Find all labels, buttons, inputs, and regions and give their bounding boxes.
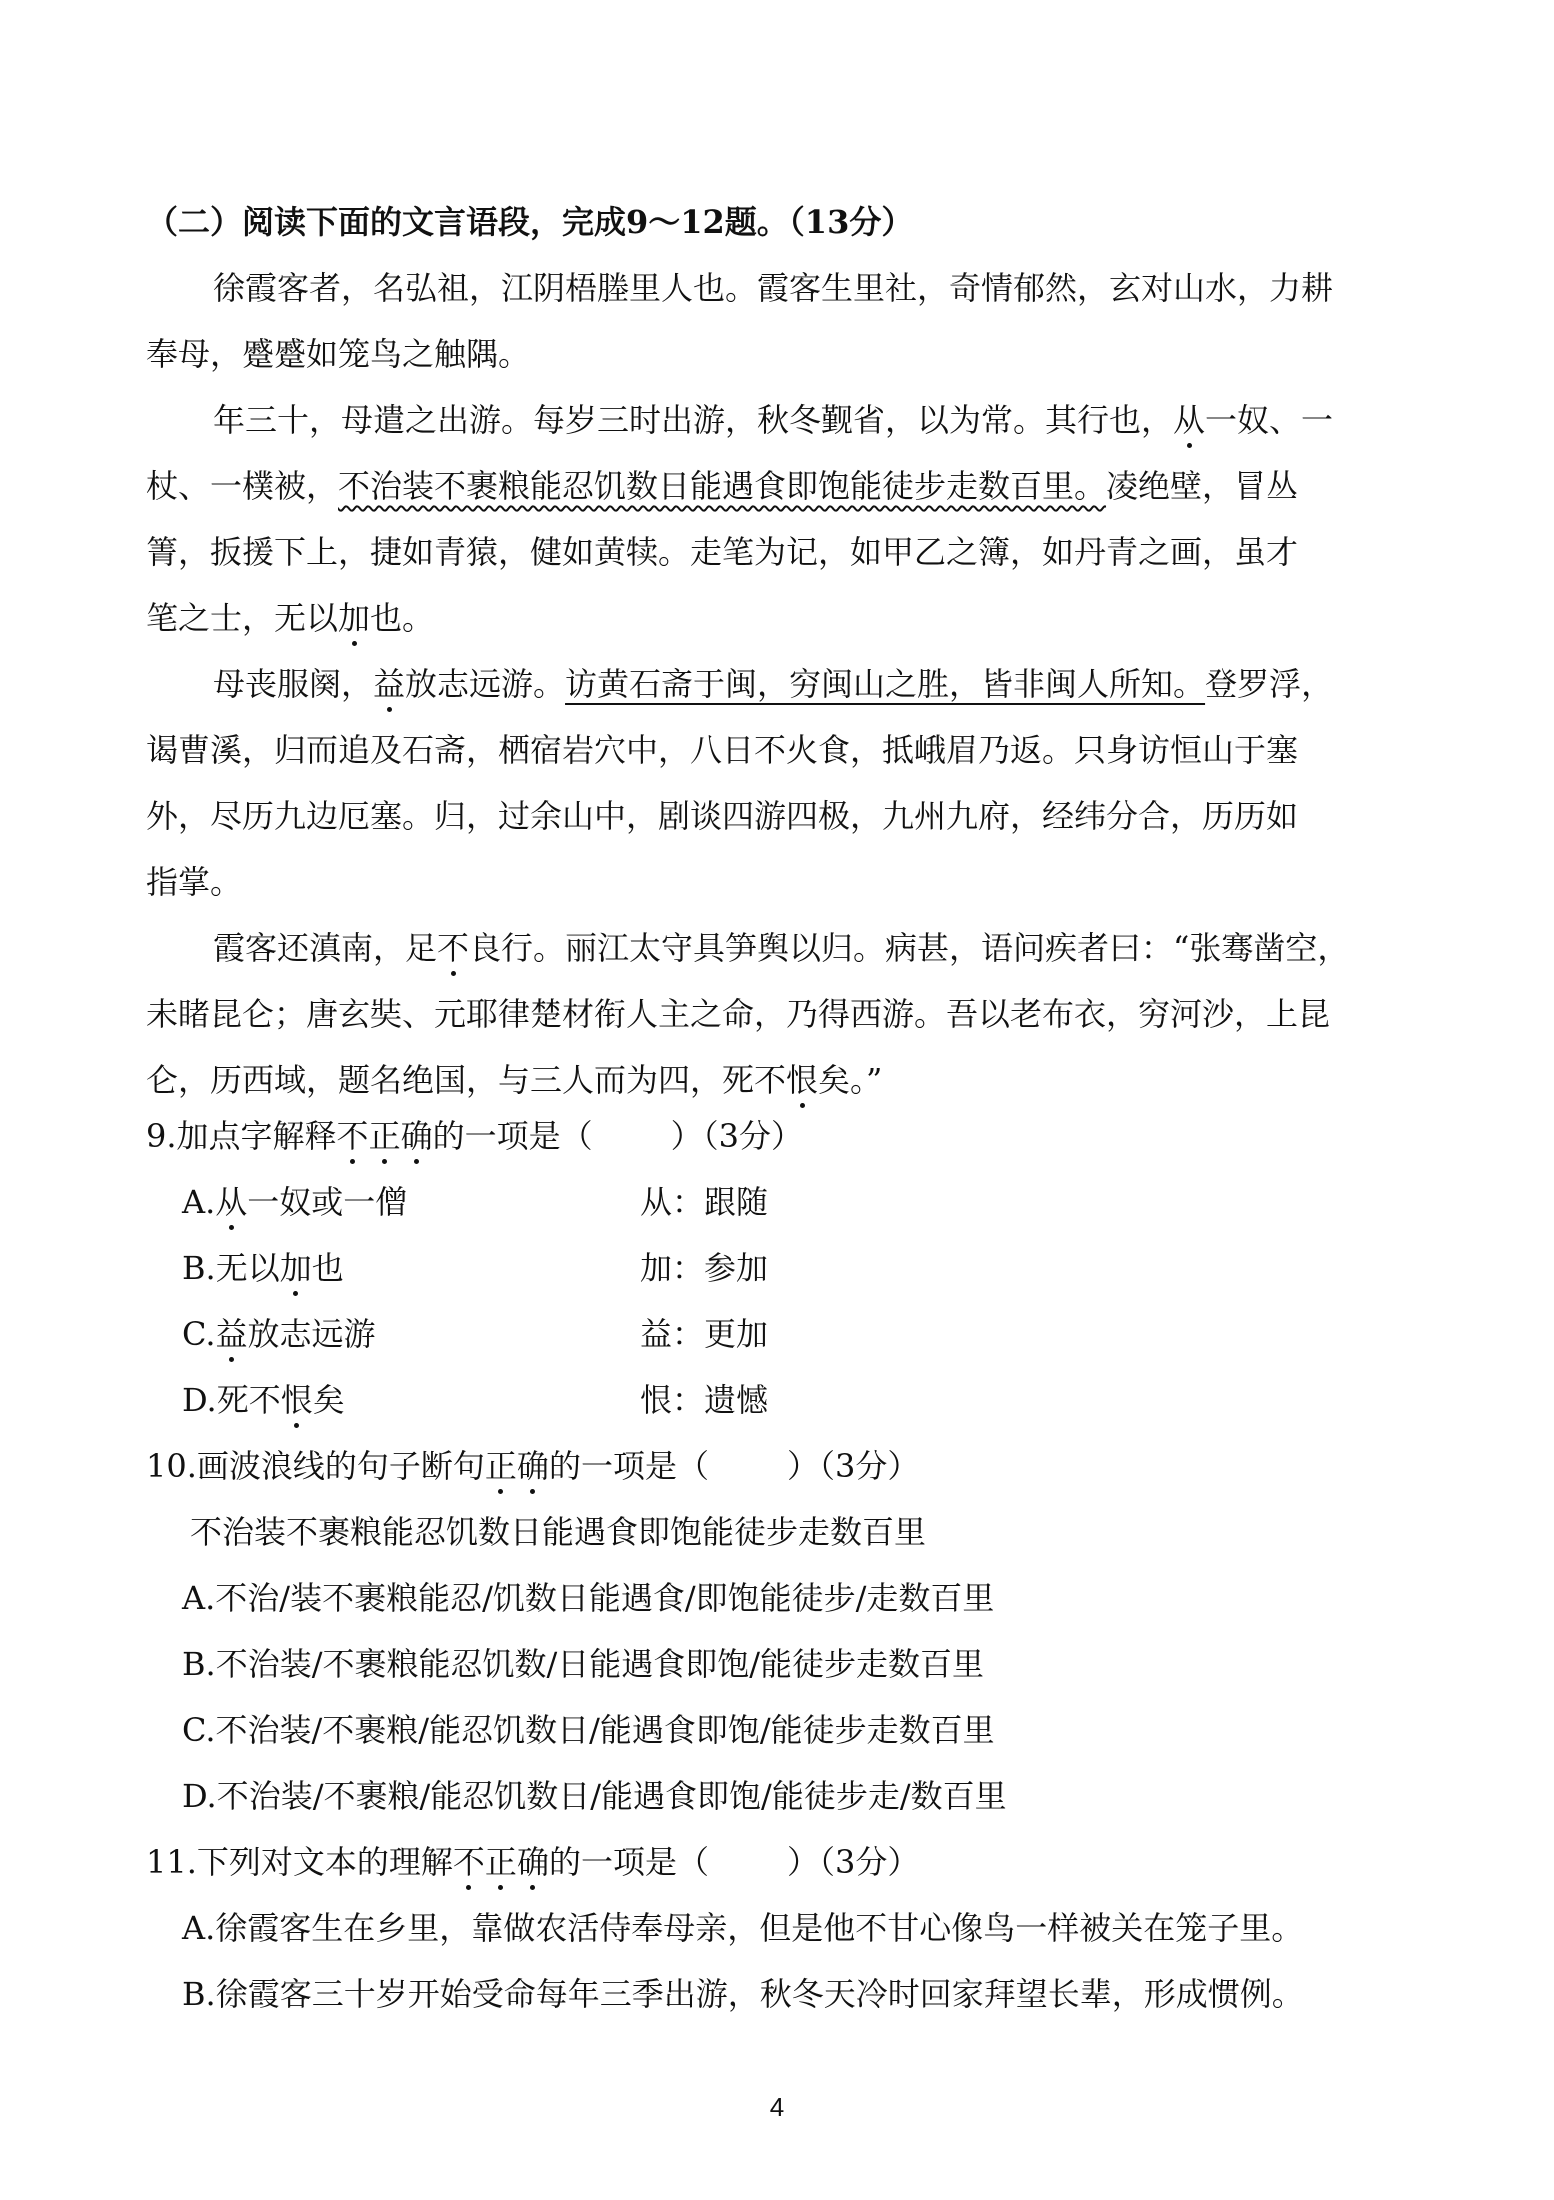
text-span: 矣 (312, 1381, 345, 1419)
dotted-char: 确 (516, 1447, 549, 1485)
passage-line: 指掌。 (146, 863, 243, 901)
passage-line (213, 664, 1333, 704)
dotted-char: 益 (373, 665, 406, 703)
q10-option-a: A.不治/装不裹粮能忍/饥数日能遇食/即饱能徒步/走数百里 (182, 1579, 995, 1617)
text-span: 放志远游 (247, 1315, 376, 1353)
q10-sentence: 不治装不裹粮能忍饥数日能遇食即饱能徒步走数百里 (190, 1513, 927, 1551)
q10-option-c: C.不治装/不裹粮/能忍饥数日/能遇食即饱/能徒步走数百里 (182, 1711, 995, 1749)
q9-option-d (182, 1380, 345, 1420)
dotted-char: 不 (452, 1843, 485, 1881)
text-span: 11.下列对文本的理解 (146, 1843, 453, 1881)
q11-option-b: B.徐霞客三十岁开始受命每年三季出游，秋冬天冷时回家拜望长辈，形成惯例。 (182, 1975, 1304, 2013)
question-11-stem (146, 1842, 919, 1882)
passage-line (146, 466, 1298, 506)
section-title: （二）阅读下面的文言语段，完成9～12题。（13分） (146, 203, 914, 241)
question-10-stem (146, 1446, 919, 1486)
dotted-char: 益 (215, 1315, 248, 1353)
text-span: 也。 (370, 599, 435, 637)
dotted-char: 不 (437, 929, 470, 967)
option-letter: C. (182, 1315, 216, 1353)
text-span: ）（3分） (786, 1843, 920, 1881)
text-span: 霞客还滇南，足 (213, 929, 438, 967)
text-span: 9.加点字解释 (146, 1117, 337, 1155)
q9-option-c (182, 1314, 376, 1354)
passage-line: 未睹昆仑；唐玄奘、元耶律楚材衔人主之命，乃得西游。吾以老布衣，穷河沙，上昆 (146, 995, 1331, 1033)
dotted-char: 从 (1173, 401, 1206, 439)
text-span: 的一项是（ (432, 1117, 593, 1155)
passage-line: 箐，扳援下上，捷如青猿，健如黄犊。走笔为记，如甲乙之簿，如丹青之画，虽才 (146, 533, 1299, 571)
option-letter: D. (182, 1381, 217, 1419)
page-number: 4 (769, 2092, 785, 2122)
wavy-underlined-sentence: 不治装不裹粮能忍饥数日能遇食即饱能徒步走数百里。 (338, 467, 1107, 505)
question-9-stem (146, 1116, 803, 1156)
q9-option-a-gloss: 从：跟随 (640, 1183, 769, 1221)
text-span: 年三十，母遣之出游。每岁三时出游，秋冬觐省，以为常。其行也， (213, 401, 1174, 439)
q9-option-d-gloss: 恨：遗憾 (640, 1381, 769, 1419)
option-letter: B. (182, 1249, 216, 1287)
text-span: 10.画波浪线的句子断句 (146, 1447, 485, 1485)
text-span: 一奴或一僧 (247, 1183, 408, 1221)
text-span: 放志远游。 (405, 665, 566, 703)
dotted-char: 正 (484, 1447, 517, 1485)
passage-line (213, 928, 1349, 968)
text-span: 无以 (215, 1249, 280, 1287)
passage-line (146, 598, 434, 638)
text-span: 仑，历西域，题名绝国，与三人而为四，死不 (146, 1061, 787, 1099)
text-span: 矣。” (818, 1061, 883, 1099)
text-span: ）（3分） (786, 1447, 920, 1485)
passage-line (213, 400, 1333, 440)
q10-option-d: D.不治装/不裹粮/能忍饥数日/能遇食即饱/能徒步走/数百里 (182, 1777, 1007, 1815)
dotted-char: 恨 (786, 1061, 819, 1099)
passage-line: 外，尽历九边厄塞。归，过余山中，剧谈四游四极，九州九府，经纬分合，历历如 (146, 797, 1299, 835)
passage-line (146, 1060, 882, 1100)
text-span: 的一项是（ (548, 1447, 709, 1485)
text-span: 也 (311, 1249, 344, 1287)
dotted-char: 不 (336, 1117, 369, 1155)
dotted-char: 加 (338, 599, 371, 637)
dotted-char: 加 (279, 1249, 312, 1287)
q9-option-b-gloss: 加：参加 (640, 1249, 769, 1287)
text-span: 杖、一樸被， (146, 467, 339, 505)
passage-line: 奉母，蹙蹙如笼鸟之触隅。 (146, 335, 531, 373)
text-span: 母丧服阕， (213, 665, 374, 703)
dotted-char: 从 (215, 1183, 248, 1221)
text-span: 笔之士，无以 (146, 599, 339, 637)
dotted-char: 恨 (280, 1381, 313, 1419)
text-span: 死不 (216, 1381, 281, 1419)
text-span: 的一项是（ (548, 1843, 709, 1881)
text-span: 一奴、一 (1205, 401, 1334, 439)
dotted-char: 正 (484, 1843, 517, 1881)
q9-option-b (182, 1248, 344, 1288)
underlined-sentence: 访黄石斋于闽，穷闽山之胜，皆非闽人所知。 (565, 665, 1206, 703)
dotted-char: 确 (400, 1117, 433, 1155)
q9-option-a (182, 1182, 407, 1222)
dotted-char: 确 (516, 1843, 549, 1881)
text-span: 凌绝壁，冒丛 (1106, 467, 1299, 505)
q9-option-c-gloss: 益：更加 (640, 1315, 769, 1353)
q11-option-a: A.徐霞客生在乡里，靠做农活侍奉母亲，但是他不甘心像鸟一样被关在笼子里。 (182, 1909, 1304, 1947)
text-span: 登罗浮， (1205, 665, 1334, 703)
passage-line: 谒曹溪，归而追及石斋，栖宿岩穴中，八日不火食，抵峨眉乃返。只身访恒山于塞 (146, 731, 1299, 769)
passage-line: 徐霞客者，名弘祖，江阴梧塍里人也。霞客生里社，奇情郁然，玄对山水，力耕 (213, 269, 1334, 307)
q10-option-b: B.不治装/不裹粮能忍饥数/日能遇食即饱/能徒步走数百里 (182, 1645, 985, 1683)
text-span: ）（3分） (670, 1117, 803, 1155)
text-span: 良行。丽江太守具笋舆以归。病甚，语问疾者曰：“张骞凿空， (469, 929, 1350, 967)
dotted-char: 正 (368, 1117, 401, 1155)
option-letter: A. (182, 1183, 216, 1221)
